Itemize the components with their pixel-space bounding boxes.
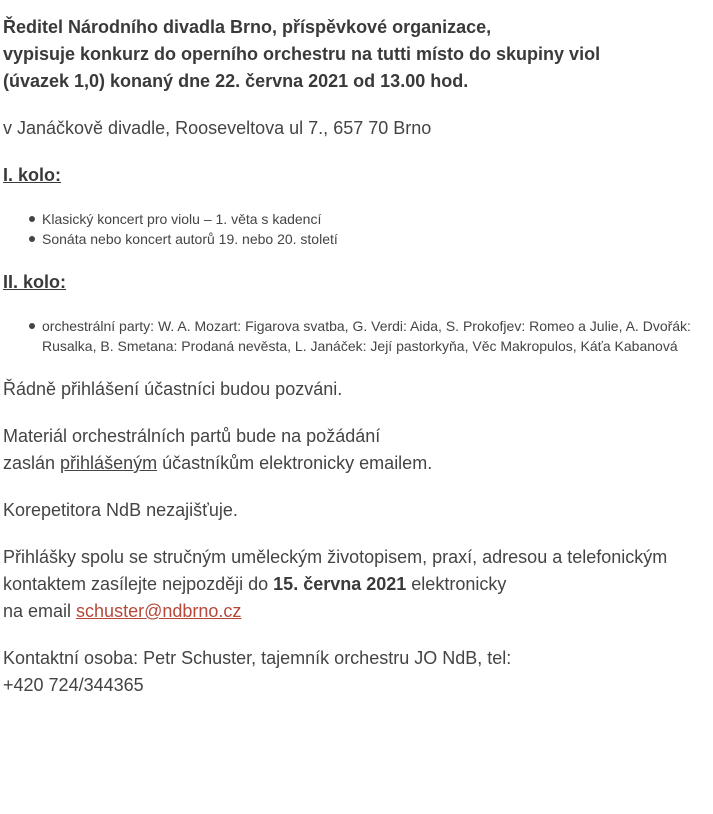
contact-phone: +420 724/344365 bbox=[3, 675, 144, 695]
round-2-title: II. kolo: bbox=[3, 272, 66, 292]
invited-text: Řádně přihlášení účastníci budou pozváni. bbox=[3, 379, 343, 399]
notice-heading bbox=[3, 14, 713, 95]
material-line-2-pre: zaslán bbox=[3, 453, 61, 473]
heading-line-2: vypisuje konkurz do operního orchestru na tutti místo do skupiny viol bbox=[3, 44, 601, 64]
material-line-1: Materiál orchestrálních partů bude na požádání bbox=[3, 426, 381, 446]
applications-text bbox=[3, 544, 693, 625]
registered-underlined: přihlášeným bbox=[60, 453, 158, 473]
deadline-date: 15. června 2021 bbox=[273, 574, 407, 594]
material-text bbox=[3, 423, 713, 477]
applications-text-3: na email bbox=[3, 601, 77, 621]
list-item bbox=[42, 209, 713, 229]
material-line-2-post: účastníkům elektronicky emailem. bbox=[157, 453, 433, 473]
venue-text: v Janáčkově divadle, Rooseveltova ul 7., 657 70 Brno bbox=[3, 118, 432, 138]
round-1-list bbox=[3, 209, 713, 249]
list-item-text: orchestrální party: W. A. Mozart: Figarova svatba, G. Verdi: Aida, S. Prokofjev: Romeo a Julie, A. Dvořák: Rusalka, B. Smetana: Prodaná nevěsta, L. Janáček: Její pastorkyňa, Věc Makropulos, Káťa Kabanová bbox=[42, 318, 691, 354]
round-1-title: I. kolo: bbox=[3, 165, 61, 185]
applications-text-1: Přihlášky spolu se stručným uměleckým životopisem, praxí, adresou a telefonickým kontaktem zasílejte nejpozději do bbox=[3, 547, 668, 594]
bullet-icon bbox=[29, 323, 35, 329]
bullet-icon bbox=[29, 216, 35, 222]
heading-line-3: (úvazek 1,0) konaný dne 22. června 2021 od 13.00 hod. bbox=[3, 71, 469, 91]
list-item bbox=[42, 316, 709, 356]
contact-text bbox=[3, 645, 713, 699]
korepetitor-text: Korepetitora NdB nezajišťuje. bbox=[3, 500, 238, 520]
list-item bbox=[42, 229, 713, 249]
bullet-icon bbox=[29, 236, 35, 242]
email-link[interactable]: schuster@ndbrno.cz bbox=[76, 601, 242, 621]
list-item-text: Klasický koncert pro violu – 1. věta s kadencí bbox=[42, 211, 322, 227]
applications-text-2: elektronicky bbox=[406, 574, 507, 594]
list-item-text: Sonáta nebo koncert autorů 19. nebo 20. století bbox=[42, 231, 338, 247]
round-2-list bbox=[3, 316, 713, 356]
heading-line-1: Ředitel Národního divadla Brno, příspěvkové organizace, bbox=[3, 17, 492, 37]
contact-line-1: Kontaktní osoba: Petr Schuster, tajemník orchestru JO NdB, tel: bbox=[3, 648, 512, 668]
